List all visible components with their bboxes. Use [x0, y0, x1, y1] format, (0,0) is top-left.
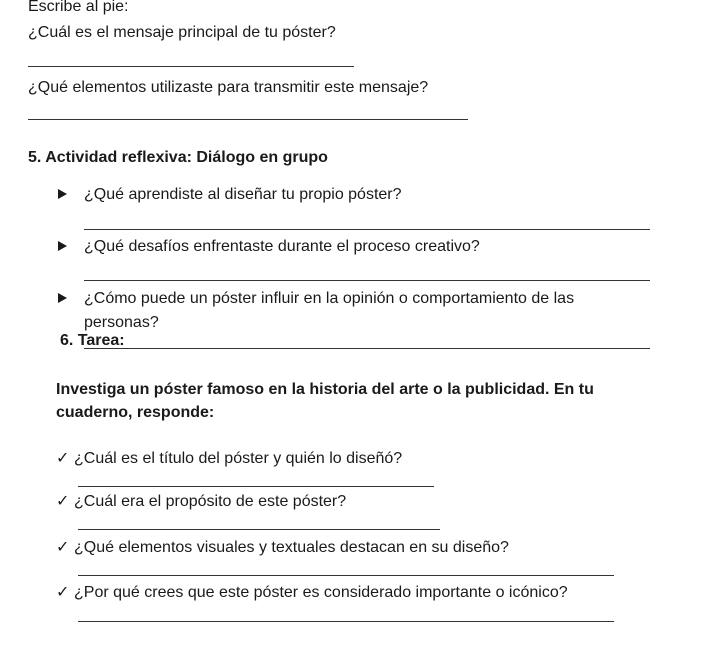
task-instruction-line-1: Investiga un póster famoso en la historia del arte o la publicidad. En tu [56, 381, 594, 398]
task-question-1: ¿Cuál es el título del póster y quién lo diseñó? [74, 450, 403, 467]
answer-line-2 [28, 119, 468, 120]
checkmark-icon: ✓ [56, 493, 70, 510]
checkmark-icon: ✓ [56, 584, 70, 601]
checkmark-icon: ✓ [56, 539, 70, 556]
answer-line-5 [84, 348, 650, 349]
pie-question-1: ¿Cuál es el mensaje principal de tu póster? [28, 24, 336, 41]
section-6-title: 6. Tarea: [60, 332, 125, 349]
arrow-bullet-icon [58, 241, 67, 251]
task-question-3: ¿Qué elementos visuales y textuales destacan en su diseño? [74, 539, 509, 556]
task-instruction-line-2: cuaderno, responde: [56, 404, 215, 421]
task-question-2: ¿Cuál era el propósito de este póster? [74, 493, 347, 510]
pie-question-2: ¿Qué elementos utilizaste para transmitir este mensaje? [28, 79, 429, 96]
section-5-title: 5. Actividad reflexiva: Diálogo en grupo [28, 149, 328, 166]
answer-line-4 [84, 280, 650, 281]
answer-line-3 [84, 229, 650, 230]
partial-heading: Escribe al pie: [28, 0, 129, 15]
answer-line-9 [78, 621, 614, 622]
arrow-bullet-icon [58, 189, 67, 199]
answer-line-8 [78, 575, 614, 576]
answer-line-6 [78, 486, 434, 487]
task-question-4: ¿Por qué crees que este póster es considerado importante o icónico? [74, 584, 568, 601]
arrow-bullet-icon [58, 293, 67, 303]
checkmark-icon: ✓ [56, 450, 70, 467]
answer-line-7 [78, 529, 440, 530]
reflection-question-3-cont: personas? [84, 314, 159, 331]
reflection-question-1: ¿Qué aprendiste al diseñar tu propio póster? [84, 186, 402, 203]
reflection-question-2: ¿Qué desafíos enfrentaste durante el proceso creativo? [84, 238, 480, 255]
answer-line-1 [28, 66, 354, 67]
reflection-question-3: ¿Cómo puede un póster influir en la opinión o comportamiento de las [84, 290, 575, 307]
